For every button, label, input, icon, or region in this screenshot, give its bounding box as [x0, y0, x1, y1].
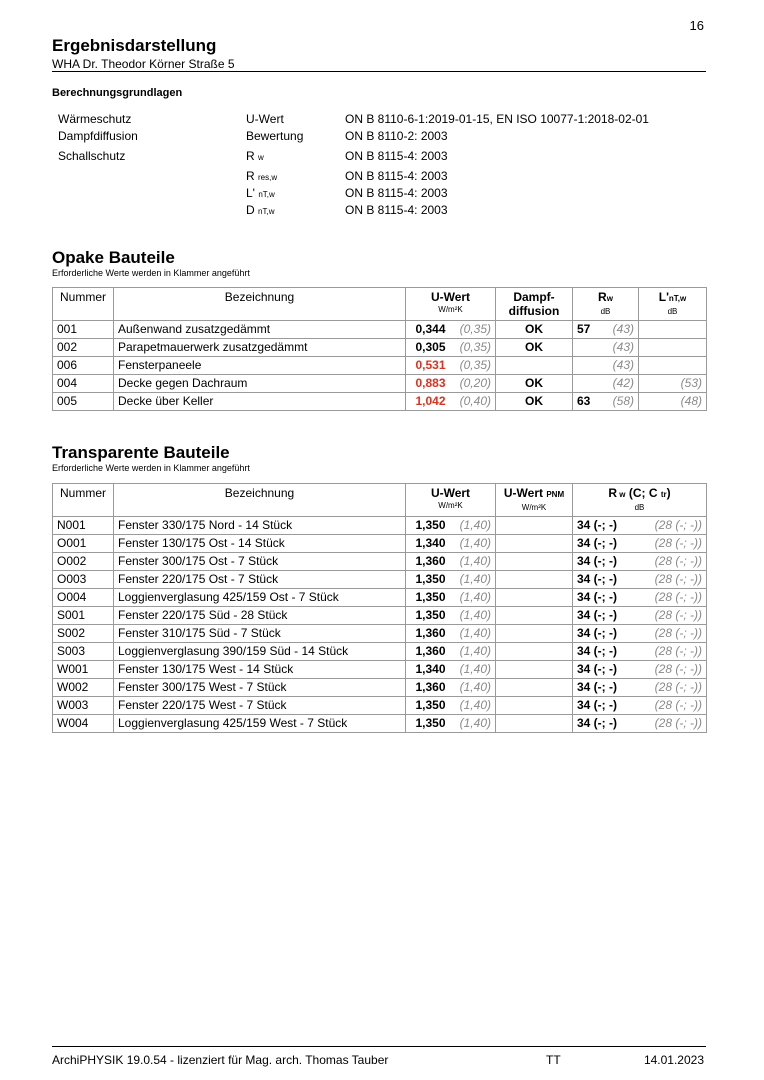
cell-u-wert: 0,883 — [406, 375, 450, 393]
footer-software-license: ArchiPHYSIK 19.0.54 - lizenziert für Mag. arch. Thomas Tauber — [52, 1053, 389, 1067]
cell-lntw-required — [639, 321, 707, 339]
cell-u-wert-required: (0,20) — [450, 375, 496, 393]
cell-bezeichnung: Fenster 220/175 Ost - 7 Stück — [114, 571, 406, 589]
table-row — [53, 375, 707, 393]
basis-parameter-subscript: res,w — [258, 173, 278, 182]
cell-bezeichnung: Parapetmauerwerk zusatzgedämmt — [114, 339, 406, 357]
cell-rw: 34 (-; -) — [573, 643, 639, 661]
cell-bezeichnung: Loggienverglasung 425/159 Ost - 7 Stück — [114, 589, 406, 607]
basis-parameter-symbol: R — [246, 169, 255, 183]
cell-nummer: O003 — [53, 571, 114, 589]
cell-rw-required: (28 (-; -)) — [639, 553, 707, 571]
basis-parameter-subscript: nT,w — [258, 190, 275, 199]
cell-dampfdiffusion — [496, 357, 573, 375]
basis-parameter — [246, 203, 274, 217]
page-number: 16 — [689, 18, 704, 33]
table-row — [53, 643, 707, 661]
table-row — [53, 553, 707, 571]
basis-row — [58, 129, 718, 149]
cell-rw — [573, 357, 607, 375]
opaque-table — [52, 287, 707, 411]
cell-dampfdiffusion: OK — [496, 375, 573, 393]
opaque-section-note: Erforderliche Werte werden in Klammer angeführt — [52, 268, 250, 278]
cell-rw — [573, 375, 607, 393]
col-bezeichnung: Bezeichnung — [114, 288, 406, 321]
basis-row — [58, 186, 718, 203]
basis-parameter-subscript: nT,w — [258, 207, 275, 216]
cell-bezeichnung: Decke über Keller — [114, 393, 406, 411]
cell-nummer: S002 — [53, 625, 114, 643]
cell-rw: 34 (-; -) — [573, 661, 639, 679]
cell-u-wert-pnm — [496, 535, 573, 553]
cell-rw-required: (43) — [607, 339, 639, 357]
col-nummer: Nummer — [53, 288, 114, 321]
footer-initials: TT — [546, 1053, 561, 1067]
col-lntw: L'nT,w dB — [639, 288, 707, 321]
cell-rw: 63 — [573, 393, 607, 411]
basis-category: Schallschutz — [58, 149, 126, 163]
basis-parameter-symbol: Bewertung — [246, 129, 304, 143]
cell-nummer: W003 — [53, 697, 114, 715]
cell-rw-required: (28 (-; -)) — [639, 589, 707, 607]
cell-rw-required: (28 (-; -)) — [639, 697, 707, 715]
cell-rw: 34 (-; -) — [573, 715, 639, 733]
cell-u-wert-required: (1,40) — [450, 715, 496, 733]
cell-dampfdiffusion: OK — [496, 393, 573, 411]
cell-bezeichnung: Loggienverglasung 425/159 West - 7 Stück — [114, 715, 406, 733]
cell-u-wert: 1,350 — [406, 697, 450, 715]
transparent-section-title: Transparente Bauteile — [52, 443, 230, 462]
basis-norm: ON B 8115-4: 2003 — [345, 169, 448, 183]
cell-u-wert: 1,360 — [406, 553, 450, 571]
col-u-wert: U-Wert W/m²K — [406, 484, 496, 517]
cell-nummer: 001 — [53, 321, 114, 339]
basis-parameter — [246, 129, 303, 143]
cell-bezeichnung: Fenster 330/175 Nord - 14 Stück — [114, 517, 406, 535]
basis-category: Dampfdiffusion — [58, 129, 138, 143]
page-subtitle: WHA Dr. Theodor Körner Straße 5 — [52, 57, 235, 71]
table-row — [53, 571, 707, 589]
cell-rw-required: (28 (-; -)) — [639, 679, 707, 697]
cell-u-wert: 1,350 — [406, 589, 450, 607]
table-row — [53, 357, 707, 375]
cell-u-wert: 1,350 — [406, 607, 450, 625]
cell-nummer: 004 — [53, 375, 114, 393]
cell-u-wert-required: (1,40) — [450, 625, 496, 643]
cell-u-wert-required: (1,40) — [450, 571, 496, 589]
cell-rw: 34 (-; -) — [573, 607, 639, 625]
cell-rw-required: (28 (-; -)) — [639, 625, 707, 643]
basis-parameter — [246, 149, 264, 163]
table-row — [53, 321, 707, 339]
cell-rw-required: (28 (-; -)) — [639, 607, 707, 625]
col-rw-c-ctr: R w (C; C tr) dB — [573, 484, 707, 517]
cell-u-wert-required: (1,40) — [450, 517, 496, 535]
cell-bezeichnung: Fenster 220/175 West - 7 Stück — [114, 697, 406, 715]
table-row — [53, 607, 707, 625]
cell-u-wert-pnm — [496, 589, 573, 607]
cell-rw: 57 — [573, 321, 607, 339]
cell-dampfdiffusion: OK — [496, 321, 573, 339]
cell-lntw-required — [639, 357, 707, 375]
cell-nummer: S003 — [53, 643, 114, 661]
cell-u-wert-required: (1,40) — [450, 643, 496, 661]
cell-rw-required: (43) — [607, 321, 639, 339]
page-title: Ergebnisdarstellung — [52, 36, 217, 55]
cell-bezeichnung: Fenster 310/175 Süd - 7 Stück — [114, 625, 406, 643]
cell-u-wert: 1,350 — [406, 571, 450, 589]
basis-row — [58, 203, 718, 220]
cell-u-wert: 1,042 — [406, 393, 450, 411]
cell-nummer: W001 — [53, 661, 114, 679]
cell-rw: 34 (-; -) — [573, 535, 639, 553]
col-nummer: Nummer — [53, 484, 114, 517]
cell-bezeichnung: Fenster 130/175 Ost - 14 Stück — [114, 535, 406, 553]
cell-nummer: O004 — [53, 589, 114, 607]
cell-u-wert-required: (1,40) — [450, 589, 496, 607]
cell-nummer: W004 — [53, 715, 114, 733]
cell-bezeichnung: Fenster 300/175 West - 7 Stück — [114, 679, 406, 697]
cell-u-wert: 1,340 — [406, 661, 450, 679]
col-rw: Rw dB — [573, 288, 639, 321]
basis-parameter — [246, 169, 277, 183]
cell-lntw-required: (53) — [639, 375, 707, 393]
transparent-table — [52, 483, 707, 733]
table-row — [53, 679, 707, 697]
basis-parameter — [246, 112, 284, 126]
opaque-header-row — [53, 288, 707, 321]
cell-u-wert-pnm — [496, 571, 573, 589]
cell-nummer: N001 — [53, 517, 114, 535]
table-row — [53, 589, 707, 607]
cell-bezeichnung: Loggienverglasung 390/159 Süd - 14 Stück — [114, 643, 406, 661]
cell-bezeichnung: Fenster 300/175 Ost - 7 Stück — [114, 553, 406, 571]
basis-row — [58, 149, 718, 169]
basis-parameter-subscript: w — [258, 153, 264, 162]
cell-u-wert-pnm — [496, 715, 573, 733]
table-row — [53, 393, 707, 411]
basis-category: Wärmeschutz — [58, 112, 132, 126]
cell-u-wert-required: (0,35) — [450, 321, 496, 339]
cell-u-wert: 0,344 — [406, 321, 450, 339]
cell-u-wert-required: (1,40) — [450, 553, 496, 571]
cell-u-wert-pnm — [496, 643, 573, 661]
cell-u-wert-required: (1,40) — [450, 607, 496, 625]
cell-rw-required: (28 (-; -)) — [639, 715, 707, 733]
cell-u-wert-pnm — [496, 553, 573, 571]
cell-u-wert: 1,360 — [406, 643, 450, 661]
cell-bezeichnung: Fensterpaneele — [114, 357, 406, 375]
cell-rw: 34 (-; -) — [573, 679, 639, 697]
footer-divider — [52, 1046, 706, 1047]
table-row — [53, 535, 707, 553]
cell-rw-required: (43) — [607, 357, 639, 375]
col-u-wert-pnm: U-Wert PNM W/m²K — [496, 484, 573, 517]
cell-rw: 34 (-; -) — [573, 697, 639, 715]
cell-u-wert-required: (0,35) — [450, 339, 496, 357]
cell-nummer: O002 — [53, 553, 114, 571]
basis-list — [58, 112, 718, 220]
cell-dampfdiffusion: OK — [496, 339, 573, 357]
cell-rw-required: (28 (-; -)) — [639, 535, 707, 553]
cell-rw: 34 (-; -) — [573, 571, 639, 589]
basis-norm: ON B 8115-4: 2003 — [345, 186, 448, 200]
table-row — [53, 517, 707, 535]
cell-rw: 34 (-; -) — [573, 589, 639, 607]
col-u-wert: U-Wert W/m²K — [406, 288, 496, 321]
cell-rw: 34 (-; -) — [573, 517, 639, 535]
cell-u-wert: 0,531 — [406, 357, 450, 375]
cell-u-wert: 0,305 — [406, 339, 450, 357]
cell-rw-required: (28 (-; -)) — [639, 517, 707, 535]
cell-nummer: O001 — [53, 535, 114, 553]
cell-u-wert-pnm — [496, 679, 573, 697]
cell-rw-required: (42) — [607, 375, 639, 393]
footer-date: 14.01.2023 — [643, 1053, 704, 1067]
cell-u-wert-pnm — [496, 607, 573, 625]
cell-rw-required: (58) — [607, 393, 639, 411]
cell-rw — [573, 339, 607, 357]
table-row — [53, 625, 707, 643]
basis-row — [58, 169, 718, 186]
title-divider — [52, 71, 706, 72]
cell-rw-required: (28 (-; -)) — [639, 643, 707, 661]
cell-nummer: S001 — [53, 607, 114, 625]
basis-parameter-symbol: U-Wert — [246, 112, 284, 126]
cell-u-wert-required: (0,40) — [450, 393, 496, 411]
cell-nummer: 006 — [53, 357, 114, 375]
cell-bezeichnung: Decke gegen Dachraum — [114, 375, 406, 393]
basis-norm: ON B 8115-4: 2003 — [345, 203, 448, 217]
cell-bezeichnung: Außenwand zusatzgedämmt — [114, 321, 406, 339]
basis-parameter-symbol: D — [246, 203, 255, 217]
cell-lntw-required: (48) — [639, 393, 707, 411]
transparent-header-row — [53, 484, 707, 517]
cell-u-wert-required: (1,40) — [450, 697, 496, 715]
cell-u-wert-required: (0,35) — [450, 357, 496, 375]
cell-u-wert-required: (1,40) — [450, 679, 496, 697]
cell-rw: 34 (-; -) — [573, 625, 639, 643]
cell-u-wert-pnm — [496, 625, 573, 643]
basis-norm: ON B 8115-4: 2003 — [345, 149, 448, 163]
cell-u-wert: 1,340 — [406, 535, 450, 553]
cell-u-wert: 1,360 — [406, 625, 450, 643]
cell-rw-required: (28 (-; -)) — [639, 571, 707, 589]
cell-nummer: 002 — [53, 339, 114, 357]
basis-norm: ON B 8110-2: 2003 — [345, 129, 448, 143]
transparent-section-note: Erforderliche Werte werden in Klammer angeführt — [52, 463, 250, 473]
table-row — [53, 715, 707, 733]
cell-u-wert: 1,360 — [406, 679, 450, 697]
table-row — [53, 697, 707, 715]
cell-u-wert-pnm — [496, 697, 573, 715]
cell-u-wert: 1,350 — [406, 517, 450, 535]
cell-u-wert-required: (1,40) — [450, 661, 496, 679]
basis-norm: ON B 8110-6-1:2019-01-15, EN ISO 10077-1:2018-02-01 — [345, 112, 649, 126]
basis-parameter — [246, 186, 275, 200]
basis-parameter-symbol: R — [246, 149, 255, 163]
table-row — [53, 661, 707, 679]
cell-u-wert-required: (1,40) — [450, 535, 496, 553]
basis-row — [58, 112, 718, 129]
cell-bezeichnung: Fenster 220/175 Süd - 28 Stück — [114, 607, 406, 625]
basis-parameter-symbol: L' — [246, 186, 255, 200]
col-bezeichnung: Bezeichnung — [114, 484, 406, 517]
cell-bezeichnung: Fenster 130/175 West - 14 Stück — [114, 661, 406, 679]
cell-lntw-required — [639, 339, 707, 357]
cell-u-wert-pnm — [496, 661, 573, 679]
basis-heading: Berechnungsgrundlagen — [52, 87, 183, 99]
table-row — [53, 339, 707, 357]
cell-rw-required: (28 (-; -)) — [639, 661, 707, 679]
cell-rw: 34 (-; -) — [573, 553, 639, 571]
cell-nummer: W002 — [53, 679, 114, 697]
cell-u-wert: 1,350 — [406, 715, 450, 733]
opaque-section-title: Opake Bauteile — [52, 248, 175, 267]
cell-u-wert-pnm — [496, 517, 573, 535]
col-dampfdiffusion: Dampf- diffusion — [496, 288, 573, 321]
cell-nummer: 005 — [53, 393, 114, 411]
